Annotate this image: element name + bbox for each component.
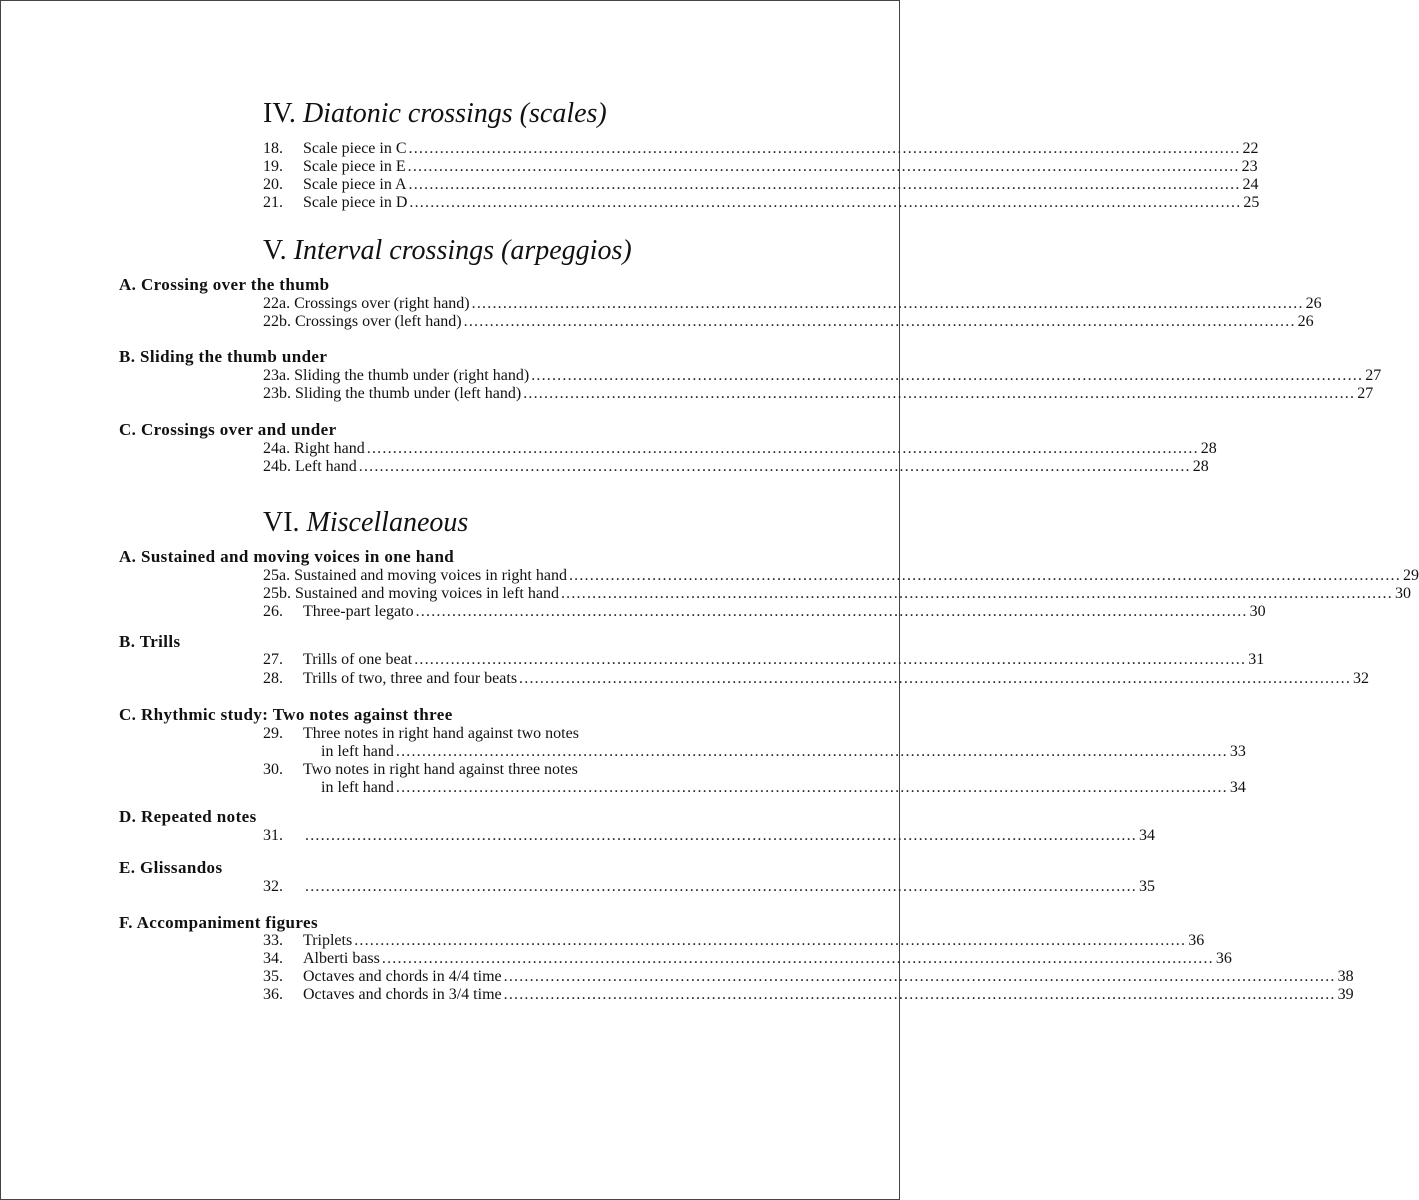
entry-page: 36 <box>1215 950 1232 967</box>
entry-page: 23 <box>1241 158 1258 175</box>
toc-entry-22a[interactable] <box>263 295 1322 313</box>
entry-title: Scale piece in D <box>303 194 408 211</box>
dot-leader: ................................................................................................................................................................ <box>415 603 1248 620</box>
section-heading-d: D. Repeated notes <box>119 807 257 826</box>
entry-page: 34 <box>1229 779 1246 796</box>
chapter-numeral: VI. <box>263 507 300 538</box>
entry-number: 20. <box>263 176 283 193</box>
dot-leader: ................................................................................................................................................................ <box>414 651 1247 668</box>
dot-leader: ................................................................................................................................................................ <box>568 567 1401 584</box>
entry-title: Trills of one beat <box>303 651 413 668</box>
entry-page: 26 <box>1297 313 1314 330</box>
dot-leader: ................................................................................................................................................................ <box>560 585 1393 602</box>
entry-number: 34. <box>263 950 283 967</box>
entry-number: 35. <box>263 968 283 985</box>
entry-title: Triplets <box>303 932 353 949</box>
dot-leader: ................................................................................................................................................................ <box>407 158 1240 175</box>
toc-entry-34[interactable] <box>263 950 1232 968</box>
dot-leader: ................................................................................................................................................................ <box>305 878 1137 895</box>
entry-number: 19. <box>263 158 283 175</box>
dot-leader: ................................................................................................................................................................ <box>305 827 1137 844</box>
entry-number: 29. <box>263 725 283 742</box>
entry-title: 24b. Left hand <box>263 458 357 475</box>
dot-leader: ................................................................................................................................................................ <box>408 140 1241 157</box>
toc-entry-18[interactable] <box>263 140 1259 158</box>
toc-entry-25a[interactable] <box>263 567 1419 585</box>
entry-title-continued: in left hand <box>321 743 394 760</box>
entry-title-continued: in left hand <box>321 779 394 796</box>
toc-entry-19[interactable] <box>263 158 1258 176</box>
toc-entry-27[interactable] <box>263 651 1265 669</box>
toc-entry-35[interactable] <box>263 968 1354 986</box>
entry-title: Octaves and chords in 4/4 time <box>303 968 502 985</box>
toc-entry-20[interactable] <box>263 176 1259 194</box>
toc-entry-24a[interactable] <box>263 440 1217 458</box>
dot-leader: ................................................................................................................................................................ <box>519 670 1352 687</box>
chapter-heading-vi <box>263 506 468 540</box>
entry-title: Alberti bass <box>303 950 380 967</box>
dot-leader: ................................................................................................................................................................ <box>381 950 1214 967</box>
section-heading-a: A. Sustained and moving voices in one hand <box>119 547 455 566</box>
entry-page: 31 <box>1248 651 1265 668</box>
dot-leader: ................................................................................................................................................................ <box>523 385 1356 402</box>
dot-leader: ................................................................................................................................................................ <box>408 176 1241 193</box>
entry-title: 23a. Sliding the thumb under (right hand) <box>263 367 530 384</box>
section-heading-c: C. Rhythmic study: Two notes against three <box>119 705 453 724</box>
chapter-title: Interval crossings (arpeggios) <box>293 235 632 266</box>
entry-number: 27. <box>263 651 283 668</box>
section-heading-b: B. Trills <box>119 632 181 651</box>
entry-page: 38 <box>1337 968 1354 985</box>
entry-number: 31. <box>263 827 283 844</box>
dot-leader: ................................................................................................................................................................ <box>463 313 1296 330</box>
toc-entry-23a[interactable] <box>263 367 1382 385</box>
entry-page: 26 <box>1305 295 1322 312</box>
entry-page: 35 <box>1139 878 1155 895</box>
toc-entry-29-cont[interactable] <box>263 743 1246 761</box>
entry-number: 28. <box>263 670 283 687</box>
toc-entry-36[interactable] <box>263 986 1354 1004</box>
entry-title: Two notes in right hand against three notes <box>303 761 578 778</box>
entry-title: 23b. Sliding the thumb under (left hand) <box>263 385 522 402</box>
entry-page: 24 <box>1242 176 1259 193</box>
dot-leader: ................................................................................................................................................................ <box>503 968 1336 985</box>
section-heading-f: F. Accompaniment figures <box>119 913 318 932</box>
toc-entry-28[interactable] <box>263 670 1370 688</box>
entry-title: Scale piece in E <box>303 158 406 175</box>
entry-page: 28 <box>1200 440 1217 457</box>
entry-number: 33. <box>263 932 283 949</box>
dot-leader: ................................................................................................................................................................ <box>358 458 1191 475</box>
chapter-title: Miscellaneous <box>306 507 469 538</box>
entry-number: 32. <box>263 878 283 895</box>
entry-page: 39 <box>1337 986 1354 1003</box>
entry-title: Octaves and chords in 3/4 time <box>303 986 502 1003</box>
entry-page: 27 <box>1357 385 1374 402</box>
entry-number: 30. <box>263 761 283 778</box>
toc-entry-26[interactable] <box>263 603 1266 621</box>
dot-leader: ................................................................................................................................................................ <box>366 440 1199 457</box>
entry-title: 24a. Right hand <box>263 440 365 457</box>
entry-title: 22b. Crossings over (left hand) <box>263 313 462 330</box>
dot-leader: ................................................................................................................................................................ <box>471 295 1304 312</box>
toc-entry-22b[interactable] <box>263 313 1314 331</box>
section-heading-a: A. Crossing over the thumb <box>119 275 330 294</box>
entry-page: 22 <box>1242 140 1259 157</box>
entry-page: 25 <box>1243 194 1260 211</box>
entry-title: Scale piece in C <box>303 140 407 157</box>
entry-number: 36. <box>263 986 283 1003</box>
dot-leader: ................................................................................................................................................................ <box>395 743 1228 760</box>
toc-entry-30[interactable] <box>263 761 771 779</box>
entry-page: 29 <box>1402 567 1419 584</box>
entry-number: 21. <box>263 194 283 211</box>
entry-page: 34 <box>1139 827 1155 844</box>
toc-entry-32[interactable] <box>263 878 1155 896</box>
entry-title: Three notes in right hand against two notes <box>303 725 579 742</box>
entry-page: 32 <box>1353 670 1370 687</box>
entry-title: 25b. Sustained and moving voices in left hand <box>263 585 559 602</box>
entry-page: 30 <box>1394 585 1411 602</box>
toc-entry-33[interactable] <box>263 932 1205 950</box>
dot-leader: ................................................................................................................................................................ <box>531 367 1364 384</box>
chapter-numeral: IV. <box>263 98 296 129</box>
entry-title: 22a. Crossings over (right hand) <box>263 295 470 312</box>
toc-entry-31[interactable] <box>263 827 1155 845</box>
chapter-heading-iv <box>263 97 607 131</box>
entry-page: 36 <box>1188 932 1205 949</box>
entry-title: Scale piece in A <box>303 176 407 193</box>
toc-entry-25b[interactable] <box>263 585 1411 603</box>
entry-title: 25a. Sustained and moving voices in right hand <box>263 567 567 584</box>
dot-leader: ................................................................................................................................................................ <box>503 986 1336 1003</box>
section-heading-c: C. Crossings over and under <box>119 420 337 439</box>
entry-page: 27 <box>1365 367 1382 384</box>
toc-entry-29[interactable] <box>263 725 771 743</box>
entry-page: 28 <box>1192 458 1209 475</box>
dot-leader: ................................................................................................................................................................ <box>409 194 1242 211</box>
entry-number: 18. <box>263 140 283 157</box>
dot-leader: ................................................................................................................................................................ <box>354 932 1187 949</box>
toc-entry-21[interactable] <box>263 194 1260 212</box>
chapter-heading-v <box>263 234 632 268</box>
dot-leader: ................................................................................................................................................................ <box>395 779 1228 796</box>
section-heading-b: B. Sliding the thumb under <box>119 347 328 366</box>
chapter-numeral: V. <box>263 235 287 266</box>
chapter-title: Diatonic crossings (scales) <box>302 98 607 129</box>
entry-title: Trills of two, three and four beats <box>303 670 518 687</box>
toc-entry-30-cont[interactable] <box>263 779 1246 797</box>
entry-number: 26. <box>263 603 283 620</box>
toc-entry-24b[interactable] <box>263 458 1209 476</box>
toc-entry-23b[interactable] <box>263 385 1374 403</box>
section-heading-e: E. Glissandos <box>119 858 223 877</box>
entry-page: 33 <box>1229 743 1246 760</box>
entry-page: 30 <box>1249 603 1266 620</box>
entry-title: Three-part legato <box>303 603 414 620</box>
